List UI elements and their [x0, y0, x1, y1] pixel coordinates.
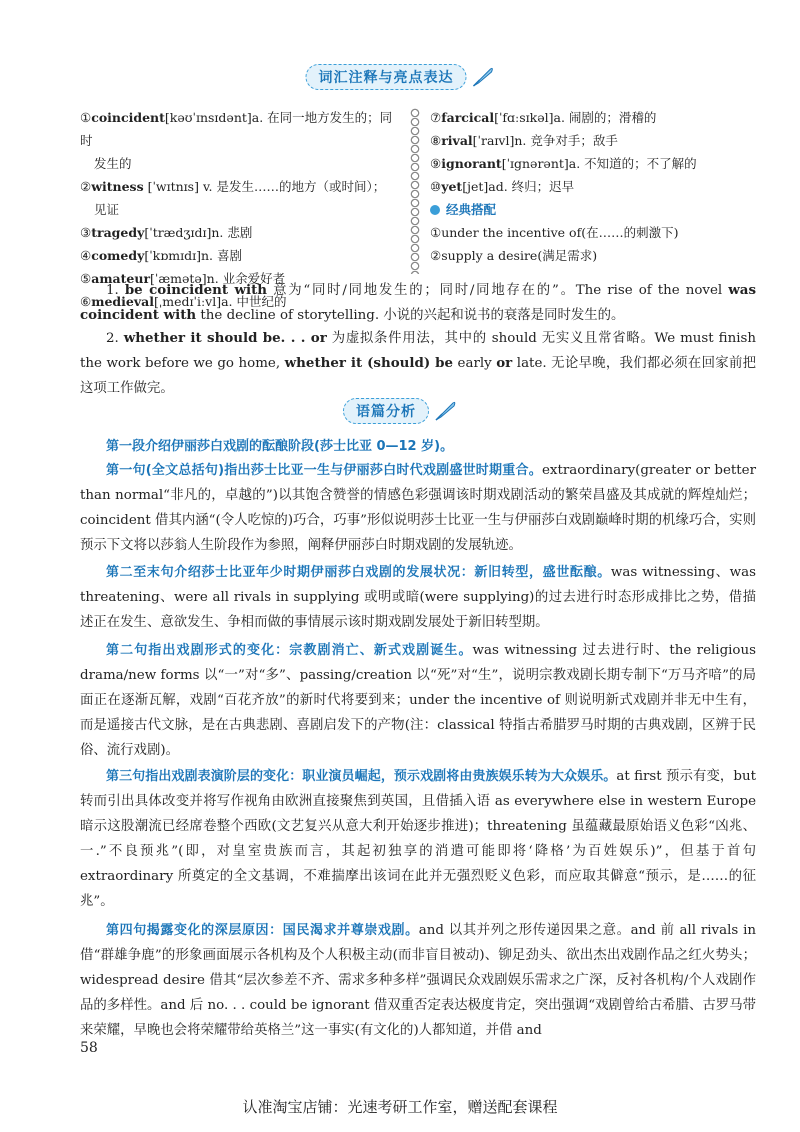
- analysis-paragraph: 第二至末句介绍莎士比亚年少时期伊丽莎白戏剧的发展状况：新旧转型，盛世酝酿。was witnessing、was threatening、were all rivals in supplying 或明或暗(were supplying)的过去进行时态形成排比之势，借描述正在发生、意欲发生、争相而做的事情展示该时期戏剧发展处于新旧转型期。: [80, 565, 756, 630]
- analysis-paragraph: 第一段介绍伊丽莎白戏剧的酝酿阶段(莎士比亚 0—12 岁)。: [106, 439, 454, 454]
- vocab-word: amateur: [91, 271, 151, 286]
- vocab-word: witness: [91, 179, 144, 194]
- vocab-word: tragedy: [91, 225, 145, 240]
- analysis-paragraph: 第三句指出戏剧表演阶层的变化：职业演员崛起，预示戏剧将由贵族娱乐转为大众娱乐。at first 预示有变，but 转而引出具体改变并将写作视角由欧洲直接聚焦到英国，且借插入语 as everywhere else in western Europe 暗示这股潮流已经席卷整个西欧(文艺复兴从意大利开始逐步推进)；threatening 虽蕴藏最原始语义色彩“凶兆、一.”不良预兆”(即，对皇室贵族而言，其起初独享的消遣可能即将‘降格’为百姓娱乐)”，但基于首句 extraordinary 所奠定的全文基调，不难揣摩出该词在此并无强烈贬义色彩，而应取其僻意“预示，是……的征兆”。: [80, 769, 756, 909]
- collocation-item: ②supply a desire(满足需求): [430, 248, 598, 263]
- analysis-paragraph: 第一句(全文总括句)指出莎士比亚一生与伊丽莎白时代戏剧盛世时期重合。extraordinary(greater or better than normal“非凡的，卓越的”)以其饱含赞誉的情感色彩强调该时期戏剧活动的繁荣昌盛及其成就的辉煌灿烂；coincident 借其内涵“(令人吃惊的)巧合，巧事”形似说明莎士比亚一生与伊丽莎白戏剧巅峰时期的机缘巧合，实则预示下文将以莎翁人生阶段作为参照，阐释伊丽莎白时期戏剧的发展轨迹。: [80, 463, 756, 553]
- vocab-word: yet: [441, 179, 463, 194]
- quill-icon: [433, 399, 457, 423]
- vocab-word: medieval: [91, 294, 154, 309]
- analysis-paragraph: 第四句揭露变化的深层原因：国民渴求并尊崇戏剧。and 以其并列之形传递因果之意。and 前 all rivals in 借“群雄争鹿”的形象画面展示各机构及个人积极主动(而非盲目被动)、铆足劲头、欲出杰出戏剧作品之红火势头；widespread desire 借其“层次参差不齐、需求多种多样”强调民众戏剧娱乐需求之广深，反衬各机构/个人戏剧作品的多样性。and 后 no. . . could be ignorant 借双重否定表达极度肯定，突出强调“戏剧曾给古希腊、古罗马带来荣耀，早晚也会将荣耀带给英格兰”这一事实(有文化的)人都知道，并借 and: [80, 923, 756, 1038]
- vocab-section-title: 词汇注释与亮点表达: [306, 64, 467, 90]
- vocab-item: ⑩yet[jet]ad. 终归；迟早: [430, 179, 575, 194]
- vocab-list-right: [430, 106, 730, 267]
- collocation-heading: 经典搭配: [430, 198, 730, 221]
- analysis-paragraph: 第二句指出戏剧形式的变化：宗教剧消亡、新式戏剧诞生。was witnessing 过去进行时、the religious drama/new forms 以“一”对“多”、passing/creation 以“死”对“生”，说明宗教戏剧长期专制下“万马齐喑”的局面正在逐渐瓦解，戏剧“百花齐放”的新时代将要到来；under the incentive of 则说明新式戏剧并非无中生有，而是遥接古代文脉，是在古典悲剧、喜剧启发下的产物(注：classical 特指古希腊罗马时期的古典戏剧，区辨于民俗、流行戏剧)。: [80, 643, 756, 758]
- vocab-item: ③tragedy[ˈtrædʒɪdɪ]n. 悲剧: [80, 225, 253, 240]
- quill-icon: [471, 65, 495, 89]
- analysis-section-title: 语篇分析: [343, 398, 429, 424]
- page-number: 58: [80, 1040, 98, 1056]
- vocab-item: ④comedy[ˈkɒmɪdɪ]n. 喜剧: [80, 248, 242, 263]
- vocab-word: rival: [441, 133, 473, 148]
- footer-watermark-text: 认准淘宝店铺：光速考研工作室，赠送配套课程: [242, 1098, 558, 1116]
- vocab-item: ⑨ignorant[ˈɪgnərənt]a. 不知道的；不了解的: [430, 156, 697, 171]
- vocab-item: ⑥medieval[ˌmedɪˈiːvl]a. 中世纪的: [80, 294, 287, 309]
- vocab-word: ignorant: [441, 156, 502, 171]
- vocab-section-banner: [306, 64, 495, 90]
- vocab-item: ⑧rival[ˈraɪvl]n. 竞争对手；敌手: [430, 133, 618, 148]
- vocab-item: ⑤amateur[ˈæmətə]n. 业余爱好者: [80, 271, 286, 286]
- vocab-word: farcical: [441, 110, 495, 125]
- vocab-item: ②witness [ˈwɪtnɪs] v. 是发生……的地方（或时间）； 见证: [80, 179, 386, 217]
- vocab-word: coincident: [91, 110, 165, 125]
- collocation-item: ①under the incentive of(在……的刺激下): [430, 225, 679, 240]
- vocab-word: comedy: [91, 248, 145, 263]
- note-paragraph: 2. whether it should be. . . or 为虚拟条件用法，其中的 should 无实义且常省略。We must finish the work before we go home, whether it (should) be early or late. 无论早晚，我们都必须在回家前把这项工作做完。: [80, 330, 757, 396]
- bullet-dot-icon: [430, 205, 440, 215]
- spiral-binding-divider: [408, 108, 422, 274]
- vocab-item: ①coincident[kəʊˈɪnsɪdənt]a. 在同一地方发生的；同时 发生的: [80, 110, 393, 171]
- note-paragraph: 1. be coincident with 意为“同时/同地发生的；同时/同地存在的”。The rise of the novel was coincident with the decline of storytelling. 小说的兴起和说书的衰落是同时发生的。: [80, 282, 756, 323]
- analysis-section-banner: [343, 398, 457, 424]
- vocab-item: ⑦farcical[ˈfɑːsɪkəl]a. 闹剧的；滑稽的: [430, 110, 657, 125]
